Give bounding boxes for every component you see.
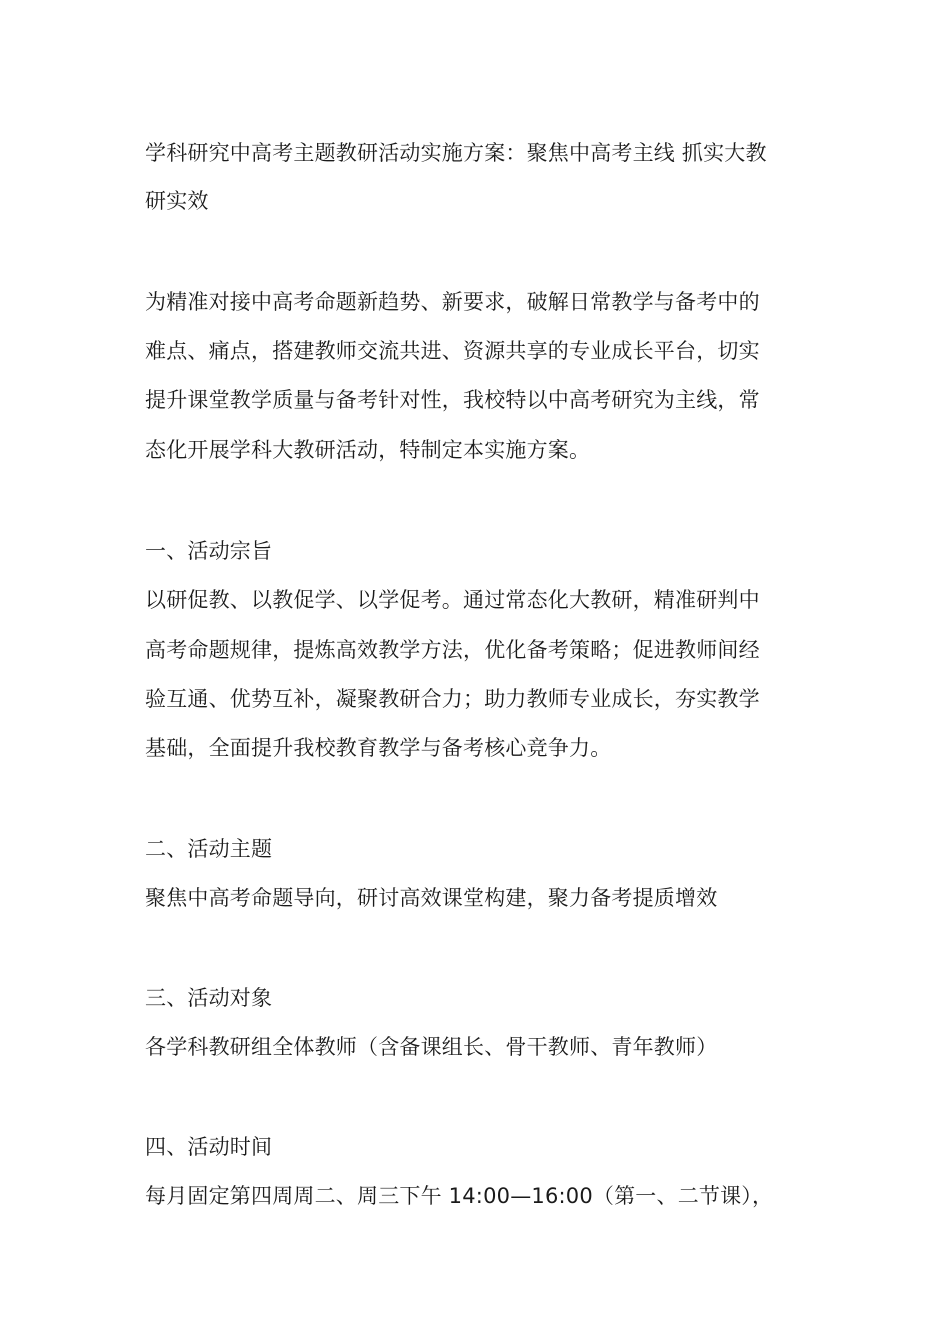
- section-theme-line-1: 聚焦中高考命题导向，研讨高效课堂构建，聚力备考提质增效: [145, 886, 718, 910]
- intro-line-1: 为精准对接中高考命题新趋势、新要求，破解日常教学与备考中的: [145, 290, 760, 314]
- section-audience-line-1: 各学科教研组全体教师（含备课组长、骨干教师、青年教师）: [145, 1035, 718, 1059]
- section-purpose-line-3: 验互通、优势互补，凝聚教研合力；助力教师专业成长，夯实教学: [145, 687, 760, 711]
- section-time-line-1: 每月固定第四周周二、周三下午 14:00—16:00（第一、二节课），: [145, 1184, 774, 1208]
- section-heading-audience: 三、活动对象: [145, 986, 273, 1010]
- intro-line-3: 提升课堂教学质量与备考针对性，我校特以中高考研究为主线，常: [145, 388, 760, 412]
- section-heading-time: 四、活动时间: [145, 1135, 273, 1159]
- section-purpose-line-2: 高考命题规律，提炼高效教学方法，优化备考策略；促进教师间经: [145, 638, 760, 662]
- intro-line-2: 难点、痛点，搭建教师交流共进、资源共享的专业成长平台，切实: [145, 339, 760, 363]
- intro-line-4: 态化开展学科大教研活动，特制定本实施方案。: [145, 438, 591, 462]
- document-title-line-2: 研实效: [145, 189, 209, 213]
- section-heading-theme: 二、活动主题: [145, 837, 273, 861]
- section-purpose-line-1: 以研促教、以教促学、以学促考。通过常态化大教研，精准研判中: [145, 588, 760, 612]
- document-title-line-1: 学科研究中高考主题教研活动实施方案：聚焦中高考主线 抓实大教: [145, 141, 767, 165]
- section-purpose-line-4: 基础，全面提升我校教育教学与备考核心竞争力。: [145, 736, 612, 760]
- section-heading-purpose: 一、活动宗旨: [145, 539, 273, 563]
